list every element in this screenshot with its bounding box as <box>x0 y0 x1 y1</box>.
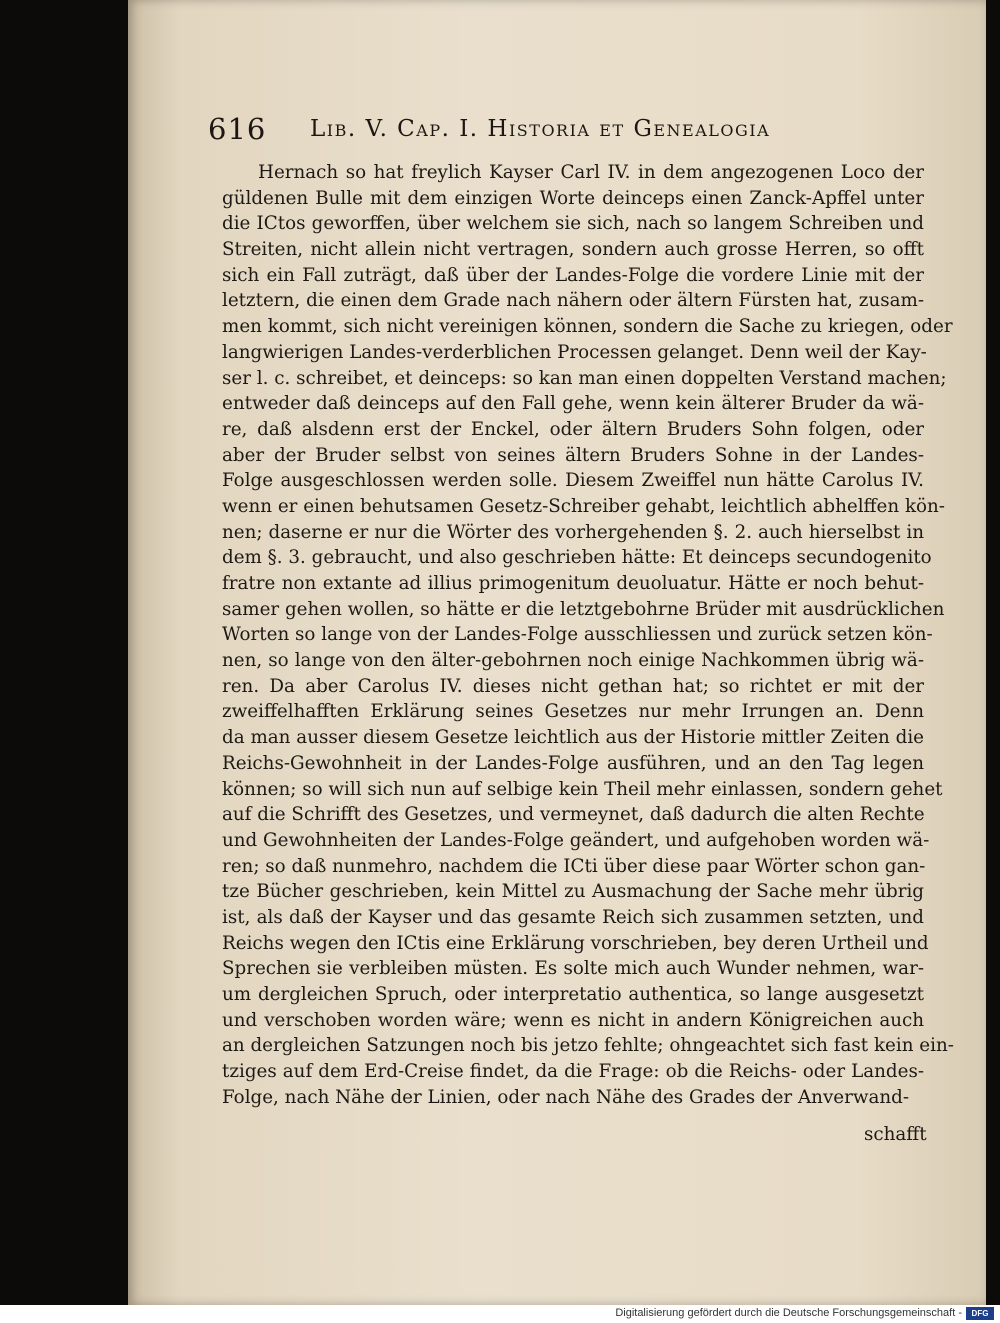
text-line: entweder daß deinceps auf den Fall gehe, wenn kein älterer Bruder da wä- <box>222 393 924 415</box>
text-line: Folge, nach Nähe der Linien, oder nach Nähe des Grades der Anverwand- <box>222 1086 910 1108</box>
text-line: können; so will sich nun auf selbige kein Theil mehr einlassen, sondern gehet <box>222 778 943 800</box>
text-line: wenn er einen behutsamen Gesetz-Schreiber gehabt, leichtlich abhelffen kön- <box>222 495 945 517</box>
text-line: Streiten, nicht allein nicht vertragen, sondern auch grosse Herren, so offt <box>222 239 924 261</box>
text-line: ser l. c. schreibet, et deinceps: so kan man einen doppelten Verstand machen; <box>222 367 947 389</box>
body-text <box>222 160 954 1110</box>
text-line: re, daß alsdenn erst der Enckel, oder ältern Bruders Sohn folgen, oder <box>222 418 924 440</box>
text-line: men kommt, sich nicht vereinigen können, sondern die Sache zu kriegen, oder <box>222 316 953 338</box>
footer-bar <box>0 1305 1000 1323</box>
dfg-logo: DFG <box>966 1307 994 1320</box>
text-line: Sprechen sie verbleiben müsten. Es solte mich auch Wunder nehmen, war- <box>222 958 924 980</box>
catchword: schafft <box>864 1124 927 1145</box>
text-line: an dergleichen Satzungen noch bis jetzo fehlte; ohngeachtet sich fast kein ein- <box>222 1035 954 1057</box>
text-line: nen; daserne er nur die Wörter des vorhergehenden §. 2. auch hierselbst in <box>222 521 924 543</box>
text-line: um dergleichen Spruch, oder interpretatio authentica, so lange ausgesetzt <box>222 984 924 1005</box>
text-line: die ICtos geworffen, über welchem sie sich, nach so langem Schreiben und <box>222 213 924 235</box>
text-line: Reichs-Gewohnheit in der Landes-Folge ausführen, und an den Tag legen <box>222 752 924 774</box>
text-line: dem §. 3. gebraucht, und also geschrieben hätte: Et deinceps secundogenito <box>222 547 932 569</box>
text-line: tze Bücher geschrieben, kein Mittel zu Ausmachung der Sache mehr übrig <box>222 881 924 903</box>
text-line: nen, so lange von den älter-gebohrnen noch einige Nachkommen übrig wä- <box>222 650 924 672</box>
text-line: zweiffelhafften Erklärung seines Gesetzes nur mehr Irrungen an. Denn <box>222 701 924 723</box>
text-line: samer gehen wollen, so hätte er die letztgebohrne Brüder mit ausdrücklichen <box>222 598 945 620</box>
text-line: Worten so lange von der Landes-Folge ausschliessen und zurück setzen kön- <box>222 624 933 646</box>
page-number: 616 <box>208 112 267 146</box>
text-line: sich ein Fall zuträgt, daß über der Landes-Folge die vordere Linie mit der <box>222 264 924 286</box>
text-line: fratre non extante ad illius primogenitum deuoluatur. Hätte er noch behut- <box>222 573 924 594</box>
text-line: aber der Bruder selbst von seines ältern Bruders Sohne in der Landes- <box>222 444 924 466</box>
footer-credit: Digitalisierung gefördert durch die Deutsche Forschungsgemeinschaft - <box>615 1307 962 1319</box>
text-line: da man ausser diesem Gesetze leichtlich aus der Historie mittler Zeiten die <box>222 727 924 749</box>
text-line: langwierigen Landes-verderblichen Processen gelanget. Denn weil der Kay- <box>222 341 927 363</box>
text-line: ist, als daß der Kayser und das gesamte Reich sich zusammen setzten, und <box>222 906 924 928</box>
text-line: Folge ausgeschlossen werden solle. Diesem Zweiffel nun hätte Carolus IV. <box>222 470 924 492</box>
text-line: Hernach so hat freylich Kayser Carl IV. in dem angezogenen Loco der <box>258 162 924 183</box>
text-line: güldenen Bulle mit dem einzigen Worte deinceps einen Zanck-Apffel unter <box>222 187 924 209</box>
text-line: Reichs wegen den ICtis eine Erklärung vorschrieben, bey deren Urtheil und <box>222 932 929 954</box>
text-line: ren. Da aber Carolus IV. dieses nicht gethan hat; so richtet er mit der <box>222 675 924 697</box>
text-line: tziges auf dem Erd-Creise findet, da die Frage: ob die Reichs- oder Landes- <box>222 1061 924 1083</box>
text-line: und verschoben worden wäre; wenn es nicht in andern Königreichen auch <box>222 1009 924 1031</box>
page-header <box>208 112 828 152</box>
text-line: und Gewohnheiten der Landes-Folge geändert, und aufgehoben worden wä- <box>222 829 930 851</box>
running-head: Lib. V. Cap. I. Historia et Genealogia <box>310 116 771 142</box>
text-line: ren; so daß nunmehro, nachdem die ICti über diese paar Wörter schon gan- <box>222 855 926 877</box>
text-line: letztern, die einen dem Grade nach nähern oder ältern Fürsten hat, zusam- <box>222 290 924 312</box>
text-line: auf die Schrifft des Gesetzes, und vermeynet, daß dadurch die alten Rechte <box>222 804 925 826</box>
